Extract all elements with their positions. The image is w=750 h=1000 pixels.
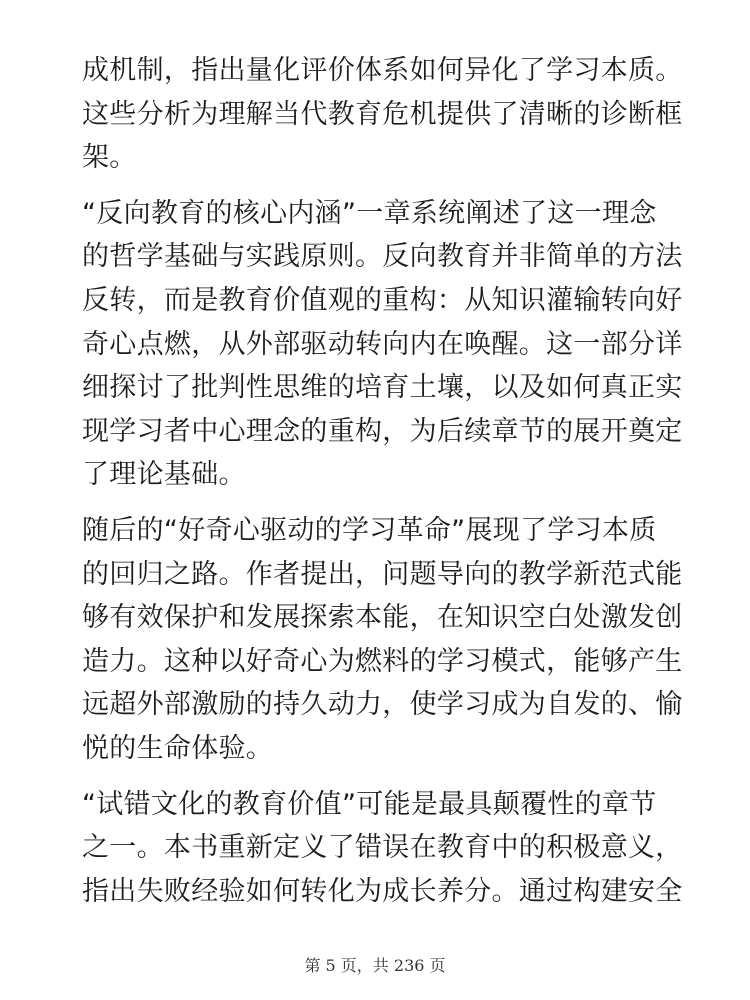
paragraph — [82, 509, 682, 771]
paragraph — [82, 192, 682, 497]
document-body — [82, 49, 682, 925]
text-line: 造力。这种以好奇心为燃料的学习模式，能够产生 — [82, 645, 683, 677]
text-line: “反向教育的核心内涵”一章系统阐述了这一理念 — [82, 197, 657, 229]
page-number: 第 5 页，共 236 页 — [304, 956, 446, 975]
text-line: 了理论基础。 — [82, 459, 246, 491]
text-line: 的哲学基础与实践原则。反向教育并非简单的方法 — [82, 241, 683, 273]
text-line: “试错文化的教育价值”可能是最具颠覆性的章节 — [82, 788, 657, 820]
text-line: 架。 — [82, 142, 137, 174]
text-line: 的回归之路。作者提出，问题导向的教学新范式能 — [82, 558, 683, 590]
paragraph — [82, 49, 682, 180]
text-line: 这些分析为理解当代教育危机提供了清晰的诊断框 — [82, 98, 683, 130]
text-line: 远超外部激励的持久动力，使学习成为自发的、愉 — [82, 689, 683, 721]
text-line: 悦的生命体验。 — [82, 732, 274, 764]
text-line: 之一。本书重新定义了错误在教育中的积极意义， — [82, 832, 683, 864]
text-line: 奇心点燃，从外部驱动转向内在唤醒。这一部分详 — [82, 328, 683, 360]
text-line: 指出失败经验如何转化为成长养分。通过构建安全 — [82, 875, 683, 907]
text-line: 够有效保护和发展探索本能，在知识空白处激发创 — [82, 602, 683, 634]
paragraph — [82, 783, 682, 914]
text-line: 随后的“好奇心驱动的学习革命”展现了学习本质 — [82, 514, 657, 546]
text-line: 成机制，指出量化评价体系如何异化了学习本质。 — [82, 55, 683, 86]
text-line: 细探讨了批判性思维的培育土壤，以及如何真正实 — [82, 372, 683, 404]
text-line: 现学习者中心理念的重构，为后续章节的展开奠定 — [82, 415, 683, 447]
text-line: 反转，而是教育价值观的重构：从知识灌输转向好 — [82, 284, 683, 316]
